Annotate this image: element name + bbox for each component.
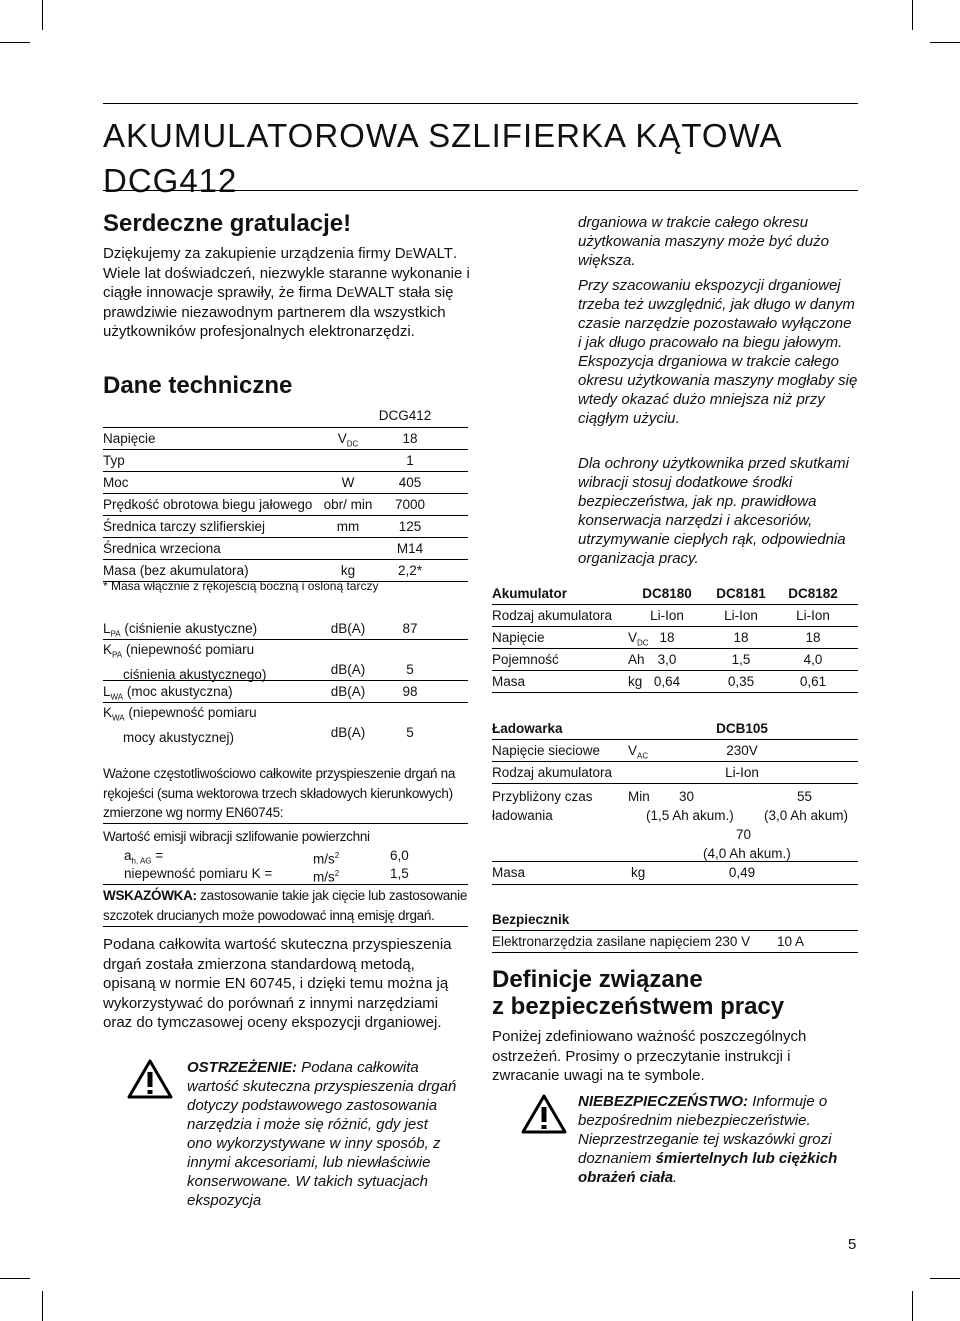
intro-text-c: stała się prawdziwie niezawodnym partnerem dla wszystkich użytkowników profesjonalnych elektronarzędzi. bbox=[103, 284, 454, 340]
battery-row-unit bbox=[628, 671, 642, 698]
fuse-header: Bezpiecznik bbox=[492, 912, 570, 927]
lpa-unit: dB(A) bbox=[330, 621, 366, 636]
fuse-header-row bbox=[492, 909, 858, 931]
charger-time-2: 55 bbox=[797, 789, 813, 804]
kpa-value: 5 bbox=[406, 662, 414, 677]
tech-data-label: Prędkość obrotowa biegu jałowego bbox=[103, 497, 313, 512]
tech-data-label: Średnica tarczy szlifierskiej bbox=[103, 519, 266, 534]
battery-row-label: Napięcie bbox=[492, 630, 545, 645]
k-value: 1,5 bbox=[390, 866, 409, 881]
title-top-rule bbox=[103, 103, 858, 104]
tech-data-value: 7000 bbox=[394, 497, 426, 512]
lwa-value: 98 bbox=[402, 684, 418, 699]
tech-data-table bbox=[103, 405, 468, 582]
unit-text: V bbox=[337, 431, 347, 446]
battery-row-value: Li-Ion bbox=[796, 608, 830, 623]
k-unit: m/s bbox=[313, 869, 335, 885]
unit-superscript: 2 bbox=[334, 851, 340, 860]
tech-data-label: Moc bbox=[103, 475, 129, 490]
battery-row-value: 0,35 bbox=[727, 674, 755, 689]
crop-mark bbox=[0, 42, 30, 43]
battery-model-1: DC8180 bbox=[642, 586, 692, 601]
vibration-intro: Ważone częstotliwościowo całkowite przyspieszenie drgań na rękojeści (suma wektorowa trzech składowych kierunkowych) zmierzone wg normy EN60745: bbox=[103, 766, 456, 820]
charger-voltage-sub: AC bbox=[637, 751, 649, 761]
charger-time-label-1: Przybliżony czas bbox=[492, 789, 593, 804]
kpa-label-2: ciśnienia akustycznego) bbox=[123, 666, 267, 682]
definitions-text: Poniżej zdefiniowano ważność poszczególnych ostrzeżeń. Prosimy o przeczytanie instrukcji i zwracanie uwagi na te symbole. bbox=[492, 1028, 807, 1084]
battery-row-value: 3,0 bbox=[657, 652, 677, 667]
charger-type-value: Li-Ion bbox=[725, 765, 759, 780]
tech-data-row bbox=[103, 494, 468, 516]
charger-voltage-row bbox=[492, 740, 858, 762]
intro-text-b: . Wiele lat doświadczeń, niezwykle staranne wykonanie i ciągłe innowacje sprawiły, że firma bbox=[103, 245, 470, 301]
tech-data-label: Typ bbox=[103, 453, 125, 468]
charger-time-label-2: ładowania bbox=[492, 808, 553, 823]
danger-text: Informuje o bezpośrednim niebezpieczeństwie. Nieprzestrzeganie tej wskazówki grozi doznaniem bbox=[578, 1093, 832, 1167]
battery-model-2: DC8181 bbox=[716, 586, 766, 601]
intro-paragraph bbox=[103, 244, 473, 342]
title-bottom-rule bbox=[103, 190, 858, 191]
battery-row bbox=[492, 605, 858, 627]
unit-text: obr/ min bbox=[323, 497, 373, 512]
kpa-label-1: (niepewność pomiaru bbox=[125, 642, 255, 657]
title-line-1: AKUMULATOROWA SZLIFIERKA KĄTOWA bbox=[103, 117, 783, 154]
unit-text: kg bbox=[340, 563, 356, 578]
model-name: DCG412 bbox=[378, 408, 432, 423]
battery-header-label: Akumulator bbox=[492, 586, 568, 601]
charger-time-2-note: (3,0 Ah akum) bbox=[764, 808, 849, 823]
vibration-protection: Dla ochrony użytkownika przed skutkami wibracji stosuj dodatkowe środki bezpieczeństwa, jak np. prawidłowa konserwacja narzędzi i akcesoriów, utrzymywanie ciepłych rąk, odpowiednia organizacja pracy. bbox=[578, 455, 849, 567]
unit-sub: DC bbox=[346, 439, 359, 449]
noise-table bbox=[103, 618, 468, 743]
unit-text: mm bbox=[336, 519, 360, 534]
tech-data-row bbox=[103, 450, 468, 472]
kpa-unit: dB(A) bbox=[330, 662, 366, 677]
fuse-value: 10 A bbox=[777, 934, 805, 949]
tech-data-row bbox=[103, 516, 468, 538]
tech-data-label: Masa (bez akumulatora) bbox=[103, 563, 249, 578]
danger-end: . bbox=[673, 1169, 678, 1186]
lwa-label: (moc akustyczna) bbox=[126, 684, 233, 699]
brand-name: DeWALT bbox=[336, 284, 395, 301]
kwa-label-2: mocy akustycznej) bbox=[123, 729, 235, 745]
charger-header-row bbox=[492, 718, 858, 740]
battery-row bbox=[492, 671, 858, 693]
battery-row-value: 4,0 bbox=[803, 652, 823, 667]
danger-block bbox=[578, 1092, 860, 1187]
intro-text-a: Dziękujemy za zakupienie urządzenia firmy bbox=[103, 245, 391, 262]
page-number: 5 bbox=[848, 1236, 857, 1253]
warning-label: OSTRZEŻENIE: bbox=[187, 1059, 298, 1076]
warning-text: Podana całkowita wartość skuteczna przyspieszenia drgań dotyczy podstawowego zastosowania narzędzia i może się różnić, gdy jest ono wykorzystywane w inny sposób, z innymi akcesoriami, lub niewłaściwie konserwowane. W takich sytuacjach ekspozycja bbox=[187, 1059, 457, 1209]
charger-voltage-label: Napięcie sieciowe bbox=[492, 743, 601, 758]
crop-mark bbox=[912, 0, 913, 30]
charger-header-label: Ładowarka bbox=[492, 721, 563, 736]
battery-row-value: 18 bbox=[805, 630, 821, 645]
danger-emphasis: śmiertelnych lub ciężkich obrażeń ciała bbox=[578, 1150, 838, 1186]
warning-triangle-icon bbox=[126, 1058, 174, 1100]
battery-header-row bbox=[492, 583, 858, 605]
tech-data-value: 125 bbox=[398, 519, 422, 534]
vibration-rule bbox=[103, 823, 468, 824]
battery-row-value: 18 bbox=[733, 630, 749, 645]
lpa-label: (ciśnienie akustyczne) bbox=[124, 621, 258, 636]
charger-time-3: 70 bbox=[736, 827, 752, 842]
tech-data-row bbox=[103, 472, 468, 494]
lwa-unit: dB(A) bbox=[330, 684, 366, 699]
tech-data-value: M14 bbox=[396, 541, 424, 556]
tip-label: WSKAZÓWKA: bbox=[103, 888, 197, 903]
unit-text: kg bbox=[628, 674, 643, 689]
battery-row-value: 18 bbox=[659, 630, 675, 645]
fuse-row bbox=[492, 931, 858, 953]
crop-mark bbox=[42, 1291, 43, 1321]
battery-row-value: 1,5 bbox=[731, 652, 751, 667]
unit-text: W bbox=[341, 475, 355, 490]
charger-mass-unit: kg bbox=[631, 865, 646, 880]
charger-time-row bbox=[492, 784, 858, 862]
tech-data-header-row bbox=[103, 405, 468, 428]
fuse-label: Elektronarzędzia zasilane napięciem 230 V bbox=[492, 934, 751, 949]
definitions-heading-1: Definicje związane bbox=[492, 966, 703, 993]
vibration-tip bbox=[103, 886, 468, 925]
danger-triangle-icon bbox=[520, 1093, 568, 1135]
charger-time-unit: Min bbox=[628, 789, 650, 804]
tech-data-value: 1 bbox=[406, 453, 414, 468]
kwa-label-1: (niepewność pomiaru bbox=[128, 705, 257, 720]
unit-sub: DC bbox=[637, 638, 649, 648]
ah-value: 6,0 bbox=[390, 848, 409, 863]
charger-voltage-unit: V bbox=[628, 743, 638, 758]
battery-table bbox=[492, 583, 858, 693]
charger-time-1: 30 bbox=[679, 789, 695, 804]
tech-data-footnote: * Masa włącznie z rękojeścią boczną i osloną tarczy bbox=[103, 579, 379, 593]
brand-name: DeWALT bbox=[394, 245, 453, 262]
battery-row bbox=[492, 649, 858, 671]
tech-data-row bbox=[103, 428, 468, 450]
battery-model-3: DC8182 bbox=[788, 586, 838, 601]
ah-eq: = bbox=[151, 848, 164, 863]
battery-row-value: Li-Ion bbox=[724, 608, 758, 623]
tech-data-value: 18 bbox=[402, 431, 418, 446]
battery-row-label: Rodzaj akumulatora bbox=[492, 608, 613, 623]
charger-type-label: Rodzaj akumulatora bbox=[492, 765, 613, 780]
battery-row-value: 0,61 bbox=[799, 674, 827, 689]
kwa-value: 5 bbox=[406, 725, 414, 740]
tech-data-value: 2,2* bbox=[397, 563, 423, 578]
kpa-row: $K_{PA}$ (niepewność pomiaru ciśnienia akustycznego) dB(A) 5 bbox=[103, 640, 468, 681]
battery-row-value: Li-Ion bbox=[650, 608, 684, 623]
tech-data-label: Napięcie bbox=[103, 431, 156, 446]
lpa-row: $L_{PA}$ (ciśnienie akustyczne) dB(A) 87 bbox=[103, 618, 468, 640]
charger-mass-label: Masa bbox=[492, 865, 526, 880]
charger-table bbox=[492, 718, 858, 885]
battery-row-value: 0,64 bbox=[653, 674, 681, 689]
vibration-emission-label: Wartość emisji wibracji szlifowanie powierzchni bbox=[103, 829, 370, 844]
crop-mark bbox=[0, 1278, 30, 1279]
vibration-continued: drganiowa w trakcie całego okresu użytkowania maszyny może być dużo większa. bbox=[578, 214, 829, 269]
charger-time-1-note: (1,5 Ah akum.) bbox=[646, 808, 734, 823]
lpa-value: 87 bbox=[402, 621, 418, 636]
ah-row bbox=[103, 846, 468, 886]
tech-data-value: 405 bbox=[398, 475, 422, 490]
vibration-rule-2 bbox=[103, 884, 468, 885]
danger-label: NIEBEZPIECZEŃSTWO: bbox=[578, 1093, 749, 1110]
charger-model: DCB105 bbox=[716, 721, 768, 736]
ah-label: a bbox=[124, 848, 132, 863]
unit-text: V bbox=[628, 630, 638, 645]
charger-mass-row bbox=[492, 862, 858, 885]
kwa-unit: dB(A) bbox=[330, 725, 366, 740]
unit-superscript: 2 bbox=[334, 869, 340, 878]
battery-row-label: Masa bbox=[492, 674, 526, 689]
vibration-estimation: Przy szacowaniu ekspozycji drganiowej trzeba też uwzględnić, jak długo w danym czasie narzędzie pozostawało wyłączone i jak długo pracowało na biegu jałowym. Ekspozycja drganiowa w trakcie całego okresu użytkowania maszyny mogłaby się wtedy okazać dużo mniejsza niż przy ciągłym użyciu. bbox=[578, 277, 858, 427]
unit-text: Ah bbox=[628, 652, 645, 667]
title-line-2: DCG412 bbox=[103, 162, 238, 199]
tech-data-row bbox=[103, 538, 468, 560]
fuse-table bbox=[492, 909, 858, 953]
definitions-heading bbox=[492, 966, 784, 1020]
intro-heading: Serdeczne gratulacje! bbox=[103, 210, 352, 237]
charger-time-3-note: (4,0 Ah akum.) bbox=[703, 846, 791, 861]
crop-mark bbox=[930, 42, 960, 43]
ah-unit: m/s bbox=[313, 851, 335, 867]
ah-sub: h, AG bbox=[131, 856, 152, 866]
k-label: niepewność pomiaru K = bbox=[124, 866, 273, 881]
battery-row bbox=[492, 627, 858, 649]
tech-data-label: Średnica wrzeciona bbox=[103, 541, 221, 556]
kwa-row: $K_{WA}$ (niepewność pomiaru mocy akustycznej) dB(A) 5 bbox=[103, 703, 468, 743]
definitions-heading-2: z bezpieczeństwem pracy bbox=[492, 993, 785, 1020]
charger-type-row bbox=[492, 762, 858, 784]
lwa-row: $L_{WA}$ (moc akustyczna) dB(A) 98 bbox=[103, 681, 468, 703]
crop-mark bbox=[912, 1291, 913, 1321]
crop-mark bbox=[930, 1278, 960, 1279]
tech-data-heading: Dane techniczne bbox=[103, 372, 293, 399]
charger-mass-value: 0,49 bbox=[728, 865, 756, 880]
vibration-rule-3 bbox=[103, 926, 468, 927]
vibration-paragraph: Podana całkowita wartość skuteczna przyspieszenia drgań została zmierzona standardową metodą, opisaną w normie EN 60745, i dzięki temu można ją wykorzystywać do porównań z innymi narzędziami oraz do tymczasowej oceny ekspozycji drganiowej. bbox=[103, 936, 452, 1031]
tip-text: zastosowanie takie jak cięcie lub zastosowanie szczotek drucianych może powodować inną emisję drgań. bbox=[103, 888, 468, 923]
charger-voltage-value: 230V bbox=[726, 743, 758, 758]
warning-block bbox=[187, 1058, 457, 1210]
crop-mark bbox=[42, 0, 43, 30]
battery-row-label: Pojemność bbox=[492, 652, 559, 667]
